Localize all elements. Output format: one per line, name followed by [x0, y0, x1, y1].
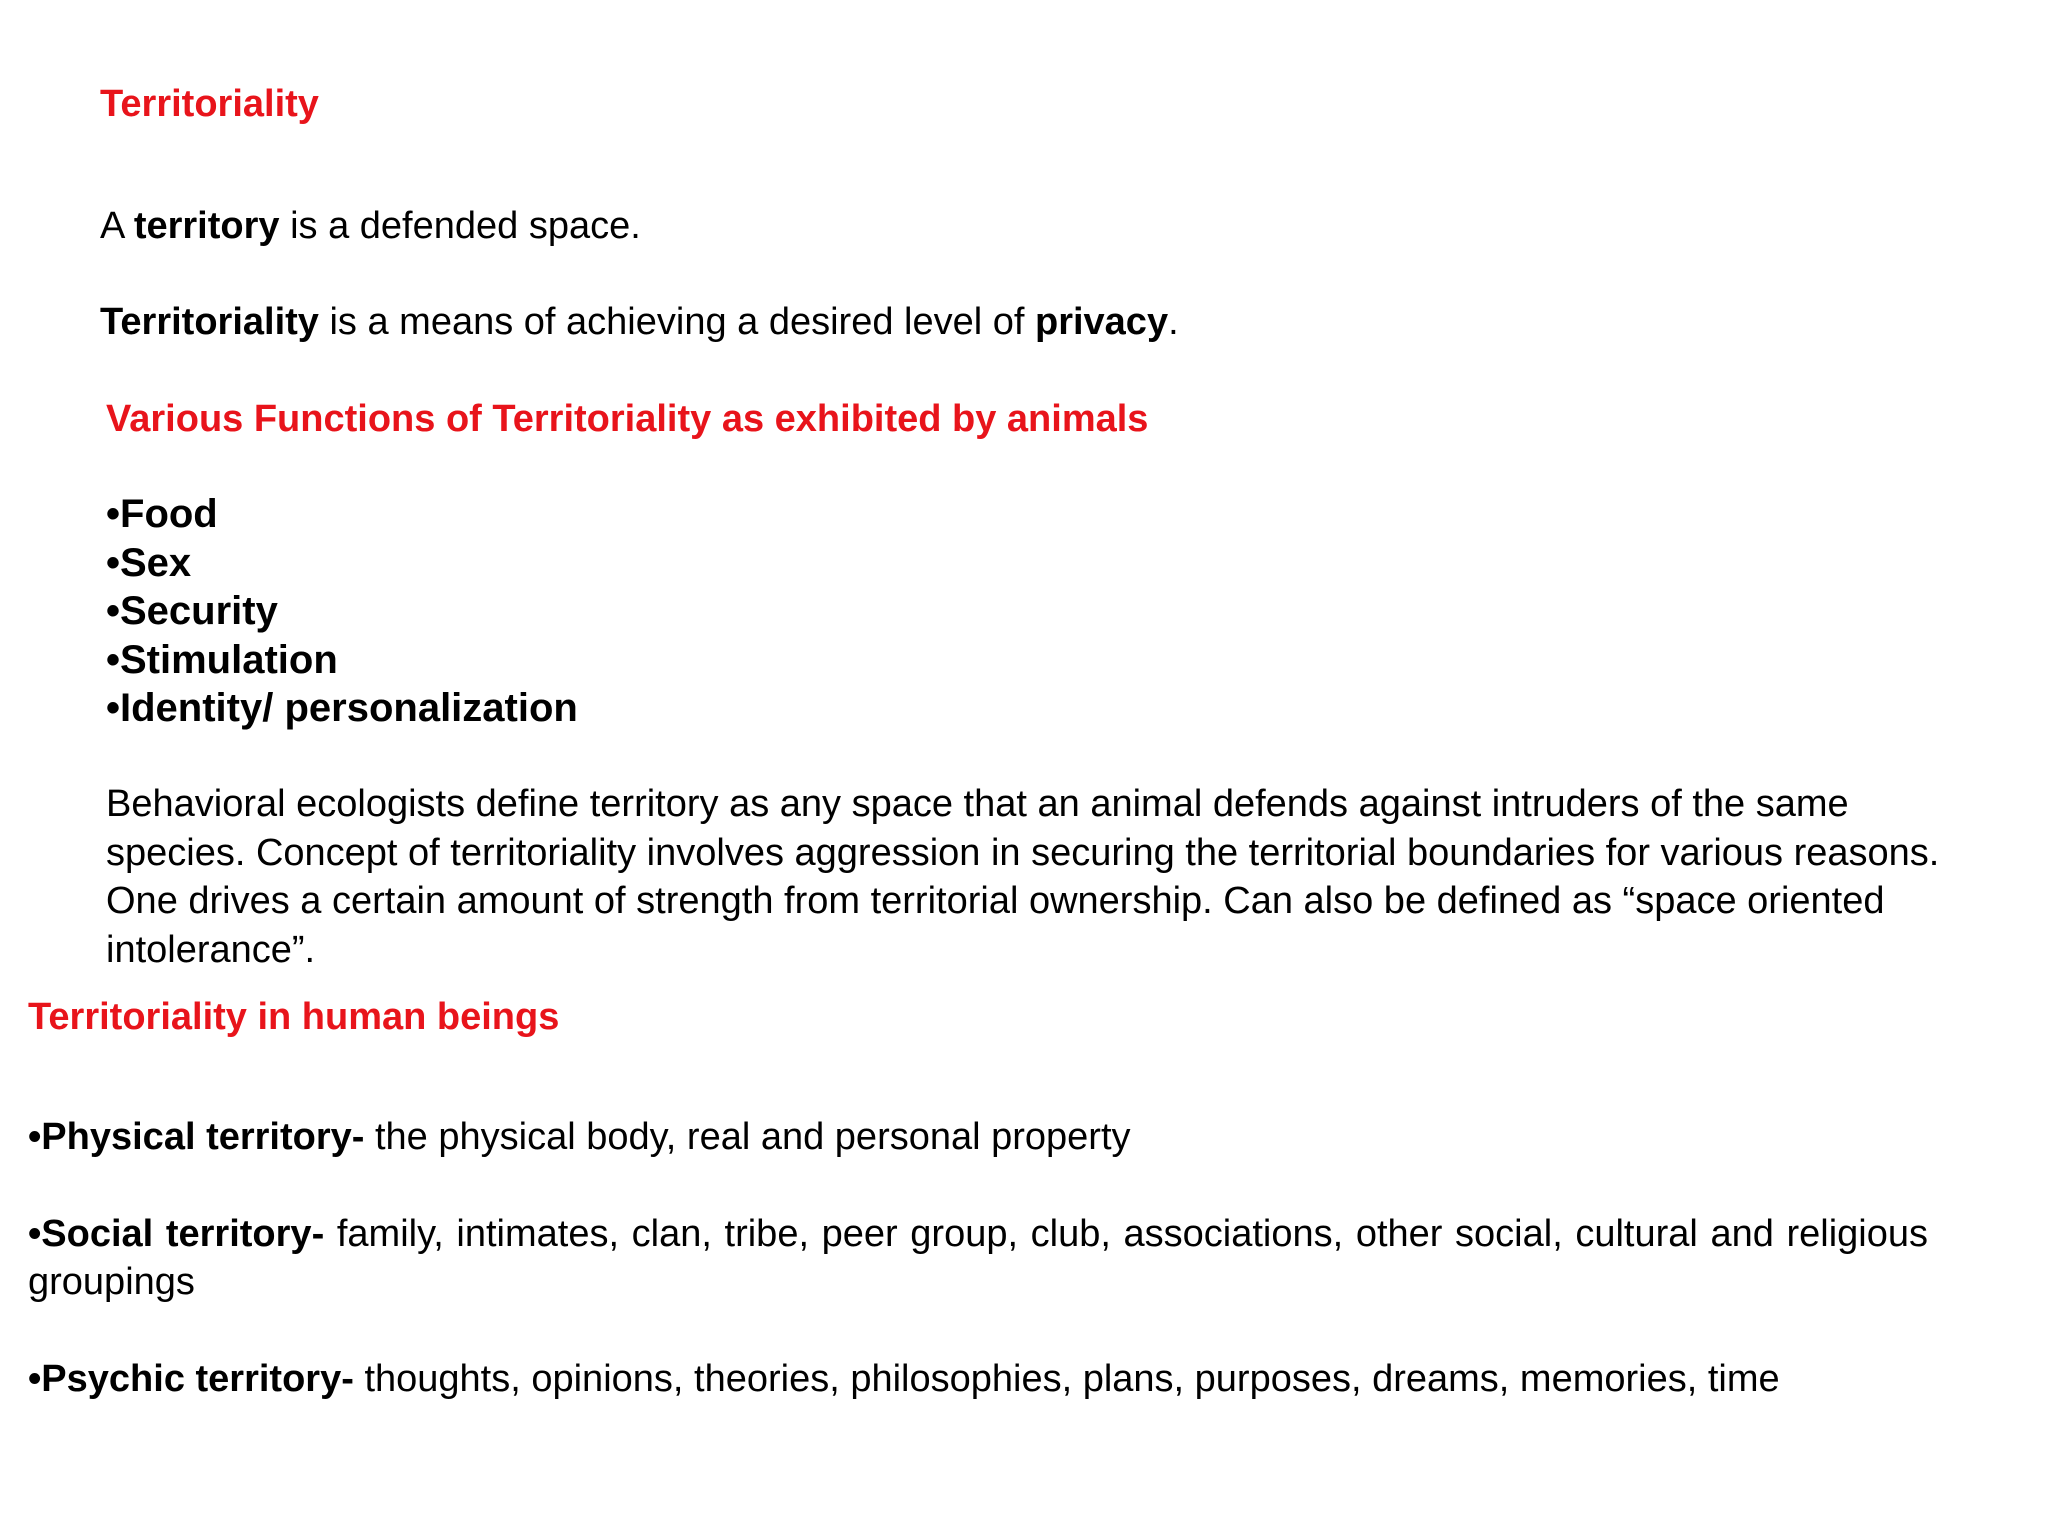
social-territory-description: family, intimates, clan, tribe, peer group, club, associations, other social, cultural and religious groupings: [28, 1213, 1929, 1303]
human-territoriality-heading: Territoriality in human beings: [28, 996, 560, 1038]
territory-definition-prefix: A: [100, 205, 134, 247]
functions-heading: Various Functions of Territoriality as exhibited by animals: [106, 398, 1149, 440]
page-title: Territoriality: [100, 83, 319, 125]
privacy-term: privacy: [1034, 301, 1169, 343]
function-item-identity: •Identity/ personalization: [106, 686, 578, 730]
function-item-sex: •Sex: [106, 540, 192, 585]
territory-term: territory: [133, 205, 280, 247]
territory-definition: [100, 202, 641, 250]
physical-territory-description: the physical body, real and personal property: [364, 1116, 1131, 1158]
social-territory-item: [28, 1210, 1928, 1306]
function-item-stimulation: •Stimulation: [106, 637, 338, 682]
territory-definition-suffix: is a defended space.: [279, 205, 641, 247]
function-item-food: •Food: [106, 492, 218, 536]
territoriality-definition-suffix: .: [1168, 301, 1179, 343]
functions-list: [106, 490, 578, 733]
territoriality-definition: [100, 298, 1179, 346]
function-item-security: •Security: [106, 589, 278, 633]
physical-territory-label: •Physical territory-: [28, 1116, 365, 1158]
psychic-territory-description: thoughts, opinions, theories, philosophies, plans, purposes, dreams, memories, time: [353, 1358, 1780, 1400]
physical-territory-item: [28, 1113, 1928, 1161]
territoriality-definition-middle: is a means of achieving a desired level of: [318, 301, 1035, 343]
social-territory-label: •Social territory-: [28, 1213, 325, 1255]
psychic-territory-label: •Psychic territory-: [28, 1358, 354, 1400]
behavioral-paragraph: Behavioral ecologists define territory as any space that an animal defends against intruders of the same species. Concept of territoriality involves aggression in securing the territorial boundaries for various reasons. One drives a certain amount of strength from territorial ownership. Can also be defined as “space oriented intolerance”.: [106, 783, 1940, 971]
psychic-territory-item: [28, 1355, 1928, 1403]
territoriality-term: Territoriality: [100, 301, 319, 343]
